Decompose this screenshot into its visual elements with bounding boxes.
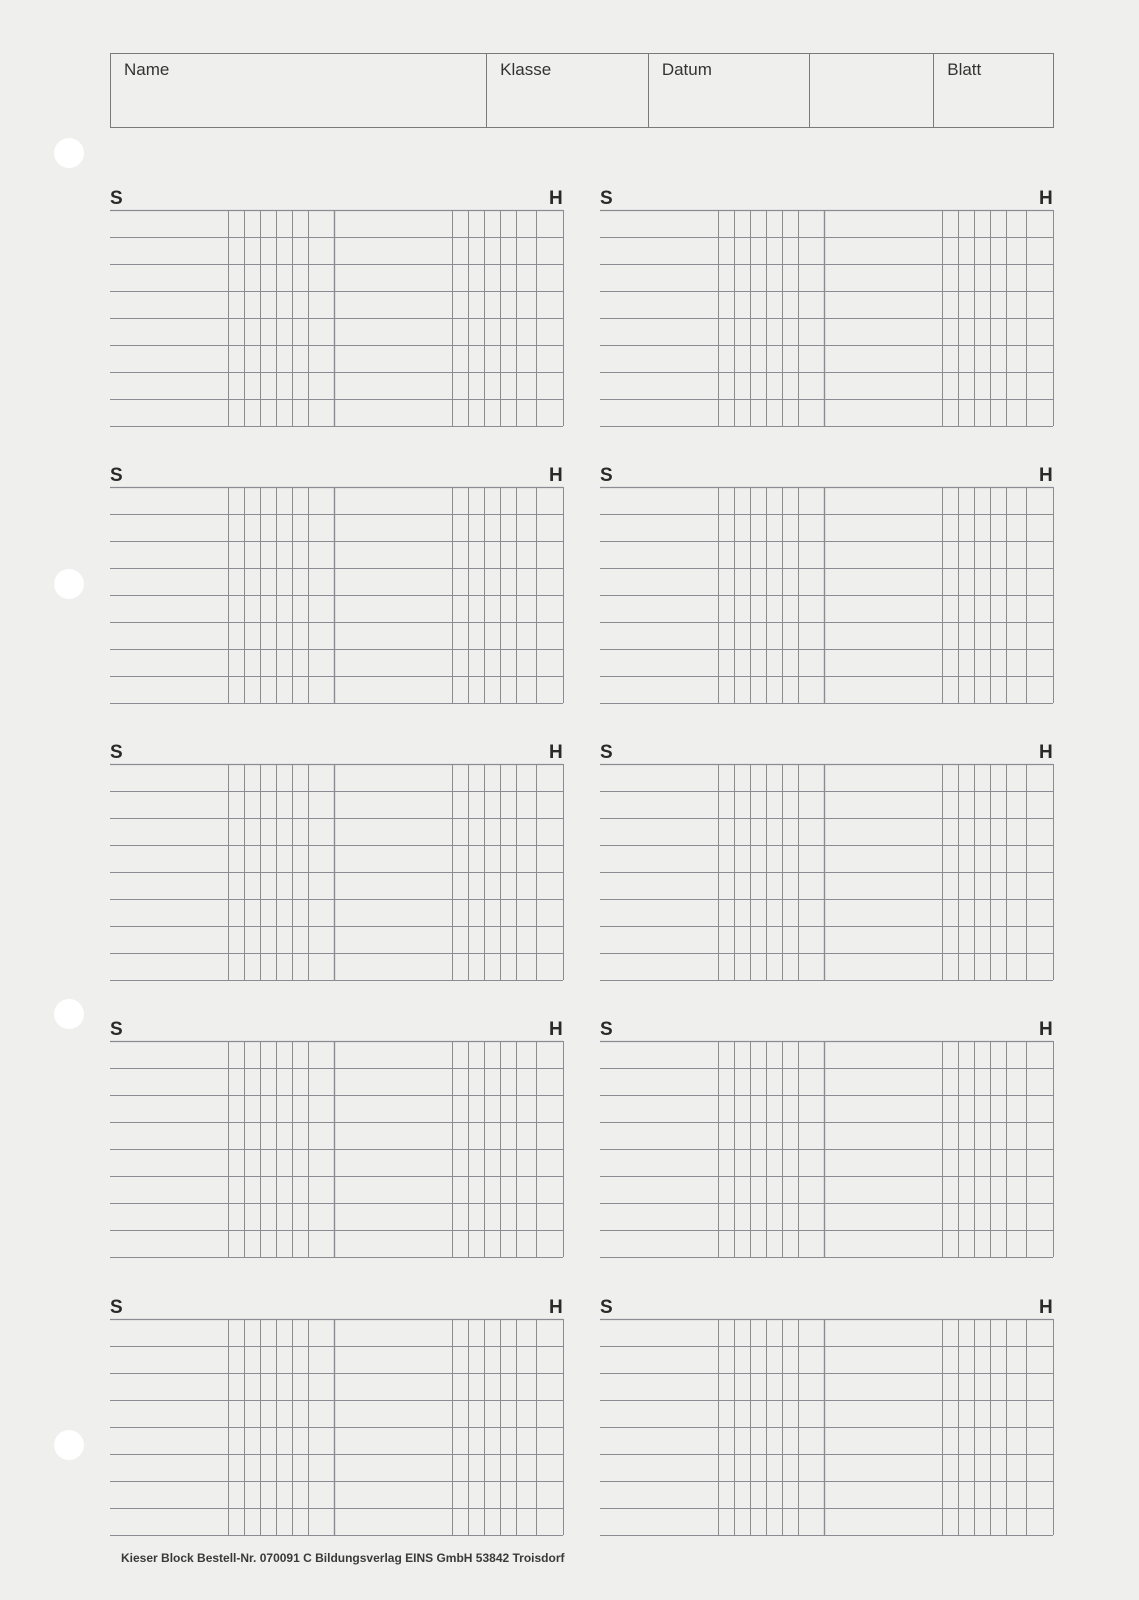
credit-label: H [549,1019,563,1040]
sheet-label: Blatt [947,60,982,79]
footer-imprint: Kieser Block Bestell-Nr. 070091 C Bildungsverlag EINS GmbH 53842 Troisdorf [121,1551,565,1565]
debit-label: S [110,465,123,486]
name-label: Name [124,60,170,79]
credit-label: H [549,465,563,486]
debit-label: S [600,1019,613,1040]
debit-label: S [600,742,613,763]
debit-label: S [110,188,123,209]
debit-label: S [600,465,613,486]
credit-label: H [1039,742,1053,763]
credit-label: H [1039,1297,1053,1318]
credit-label: H [549,742,563,763]
date-label: Datum [661,60,712,79]
debit-label: S [600,188,613,209]
credit-label: H [549,1297,563,1318]
debit-label: S [110,1297,123,1318]
class-label: Klasse [500,60,552,79]
credit-label: H [549,188,563,209]
credit-label: H [1039,465,1053,486]
debit-label: S [600,1297,613,1318]
debit-label: S [110,742,123,763]
credit-label: H [1039,1019,1053,1040]
debit-label: S [110,1019,123,1040]
credit-label: H [1039,188,1053,209]
